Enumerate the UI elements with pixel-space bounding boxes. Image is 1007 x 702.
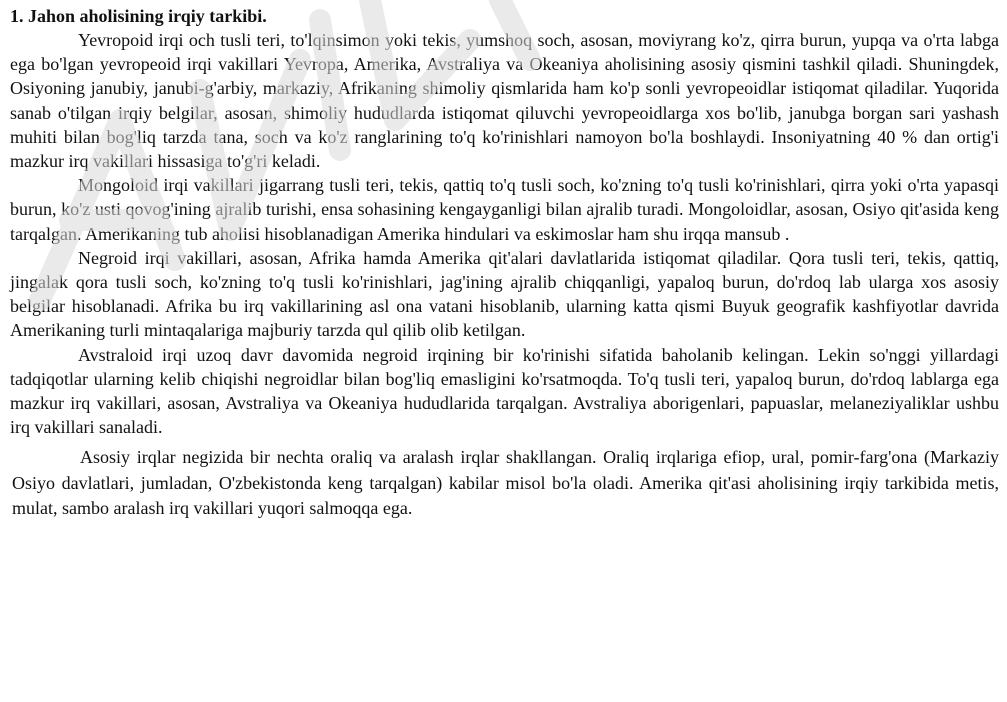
section-heading: 1. Jahon aholisining irqiy tarkibi. — [10, 6, 267, 26]
paragraph-mixed-races: Asosiy irqlar negizida bir nechta oraliq va aralash irqlar shakllangan. Oraliq irqlariga efiop, ural, pomir-farg'ona (Markaziy Osiyo davlatlari, jumladan, O'zbekistonda keng tarqalgan) kabilar misol bo'la oladi. Amerika qit'asi aholisining irqiy tarkibida metis, mulat, sambo aralash irq vakillari yuqori salmoqqa ega. — [12, 447, 999, 519]
paragraph-negroid: Negroid irqi vakillari, asosan, Afrika hamda Amerika qit'alari davlatlarida istiqomat qiladilar. Qora tusli teri, tekis, qattiq, jingalak qora tusli soch, ko'zning to'q tusli ko'rinishlari, jag'ining ajralib chiqqanligi, yapaloq burun, do'rdoq lab ularga xos asosiy belgilar hisoblanadi. Afrika bu irq vakillarining asl ona vatani hisoblanib, ularning katta qismi Buyuk geografik kashfiyotlar davrida Amerikaning turli mintaqalariga majburiy tarzda qul qilib olib ketilgan. — [10, 247, 999, 341]
document-page — [10, 4, 999, 522]
paragraph-europoid: Yevropoid irqi och tusli teri, to'lqinsimon yoki tekis, yumshoq soch, asosan, moviyrang ko'z, qirra burun, yupqa va o'rta labga ega bo'lgan yevropeoid irqi vakillari Yevropa, Amerika, Avstraliya va Okeaniya aholisining asosiy qismini tashkil qiladi. Shuningdek, Osiyoning janubiy, janubi-g'arbiy, markaziy, Afrikaning shimoliy qismlarida ham ko'p sonli yevropeoidlar istiqomat qiladilar. Yuqorida sanab o'tilgan irqiy belgilar, asosan, shimoliy hududlarda istiqomat qiluvchi yevropeoidlarga xos bo'lib, janubga borgan sari yashash muhiti bilan bog'liq tarzda tana, soch va ko'z ranglarining to'q ko'rinishlari namoyon bo'la boshlaydi. Insoniyatning 40 % dan ortig'i mazkur irq vakillari hissasiga to'g'ri keladi. — [10, 30, 999, 172]
paragraph-australoid: Avstraloid irqi uzoq davr davomida negroid irqining bir ko'rinishi sifatida baholanib kelingan. Lekin so'nggi yillardagi tadqiqotlar ularning kelib chiqishi negroidlar bilan bog'liq emasligini ko'rsatmoqda. To'q tusli teri, yapaloq burun, do'rdoq lablarga ega mazkur irq vakillari, asosan, Avstraliya va Okeaniya hududlarida tarqalgan. Avstraliya aborigenlari, papuaslar, melaneziyaliklar ushbu irq vakillari sanaladi. — [10, 344, 999, 438]
paragraph-mongoloid: Mongoloid irqi vakillari jigarrang tusli teri, tekis, qattiq to'q tusli soch, ko'zning to'q tusli ko'rinishlari, qirra yoki o'rta yapasqi burun, ko'z usti qovog'ining ajralib turishi, ensa sohasining kengayganligi bilan ajralib turadi. Mongoloidlar, asosan, Osiyo qit'asida keng tarqalgan. Amerikaning tub aholisi hisoblanadigan Amerika hindulari va eskimoslar ham shu irqqa mansub . — [10, 175, 999, 244]
